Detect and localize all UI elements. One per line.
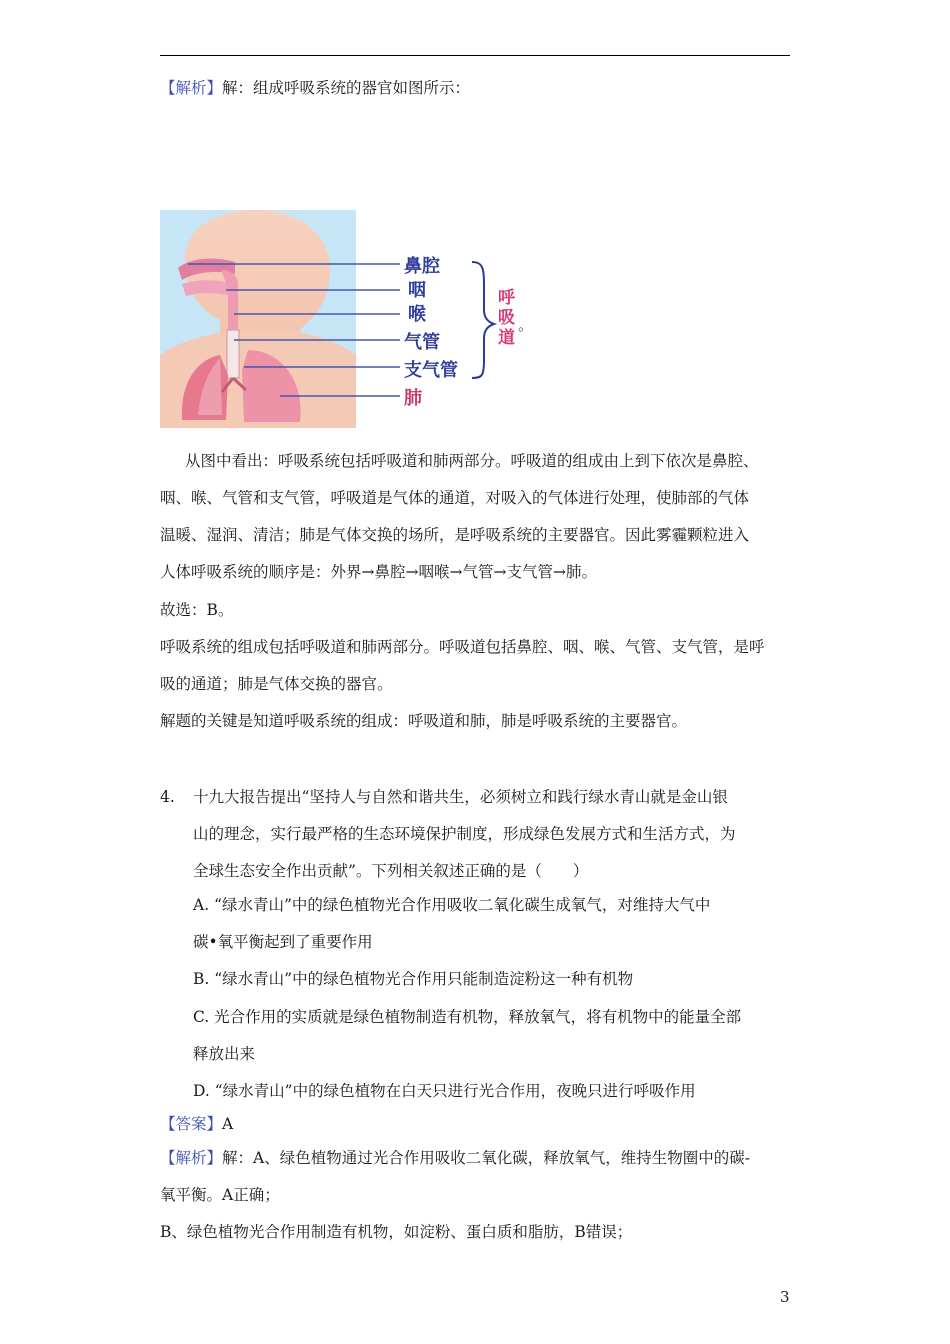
analysis-tag: 【解析】 (160, 79, 223, 97)
question-analysis-text-1: 解：A、绿色植物通过光合作用吸收二氧化碳，释放氧气，维持生物圈中的碳- (222, 1149, 750, 1167)
label-nasal-cavity: 鼻腔 (404, 256, 440, 277)
question-analysis-tag: 【解析】 (160, 1149, 223, 1167)
point-line-2: 吸的通道；肺是气体交换的器官。 (160, 675, 393, 693)
option-a-line-1: A. “绿水青山”中的绿色植物光合作用吸收二氧化碳生成氧气，对维持大气中 (193, 896, 711, 914)
respiratory-system-figure (160, 210, 534, 430)
option-a-line-2: 碳•氧平衡起到了重要作用 (193, 933, 373, 951)
question-stem-line-2: 山的理念，实行最严格的生态环境保护制度，形成绿色发展方式和生活方式，为 (193, 825, 736, 843)
figure-trail-punct: 。 (518, 316, 534, 334)
option-d-line-1: D. “绿水青山”中的绿色植物在白天只进行光合作用，夜晚只进行呼吸作用 (193, 1082, 696, 1100)
brace-icon (472, 262, 494, 378)
analysis-line-4: 人体呼吸系统的顺序是：外界→鼻腔→咽喉→气管→支气管→肺。 (160, 563, 597, 581)
point-line-1: 呼吸系统的组成包括呼吸道和肺两部分。呼吸道包括鼻腔、咽、喉、气管、支气管，是呼 (160, 638, 765, 656)
question-number: 4. (160, 788, 175, 806)
question-analysis-line-2: 氧平衡。A正确； (160, 1186, 280, 1204)
group-label-char-2: 吸 (498, 308, 515, 328)
label-larynx: 喉 (408, 304, 426, 325)
analysis-intro (160, 78, 470, 98)
analysis-line-2: 咽、喉、气管和支气管，呼吸道是气体的通道，对吸入的气体进行处理，使肺部的气体 (160, 489, 750, 507)
label-pharynx: 咽 (408, 280, 426, 301)
question-analysis-line-3: B、绿色植物光合作用制造有机物，如淀粉、蛋白质和脂肪，B错误； (160, 1223, 633, 1241)
label-bronchi: 支气管 (404, 360, 458, 381)
label-lung: 肺 (404, 388, 422, 409)
group-label-char-1: 呼 (498, 288, 515, 308)
trachea-shape (227, 330, 239, 378)
label-trachea: 气管 (404, 332, 440, 353)
answer-value: A (222, 1115, 234, 1133)
answer-tag: 【答案】 (160, 1115, 223, 1133)
header-rule (160, 55, 790, 56)
choice-line: 故选：B。 (160, 601, 234, 619)
group-label-char-3: 道 (498, 328, 515, 348)
question-analysis-line-1 (160, 1148, 750, 1168)
key-line: 解题的关键是知道呼吸系统的组成：呼吸道和肺，肺是呼吸系统的主要器官。 (160, 712, 688, 730)
question-stem-line-1: 十九大报告提出“坚持人与自然和谐共生，必须树立和践行绿水青山就是金山银 (193, 788, 728, 806)
question-stem-line-3: 全球生态安全作出贡献”。下列相关叙述正确的是（ ） (193, 862, 589, 880)
analysis-line-3: 温暖、湿润、清洁；肺是气体交换的场所，是呼吸系统的主要器官。因此雾霾颗粒进入 (160, 526, 750, 544)
option-b-line-1: B. “绿水青山”中的绿色植物光合作用只能制造淀粉这一种有机物 (193, 970, 634, 988)
respiratory-diagram (160, 210, 534, 430)
analysis-intro-text: 解：组成呼吸系统的器官如图所示： (222, 79, 471, 97)
option-c-line-2: 释放出来 (193, 1045, 256, 1063)
analysis-line-1: 从图中看出：呼吸系统包括呼吸道和肺两部分。呼吸道的组成由上到下依次是鼻腔、 (185, 452, 759, 470)
page-number: 3 (780, 1288, 790, 1306)
answer-line (160, 1114, 233, 1134)
option-c-line-1: C. 光合作用的实质就是绿色植物制造有机物，释放氧气，将有机物中的能量全部 (193, 1008, 742, 1026)
